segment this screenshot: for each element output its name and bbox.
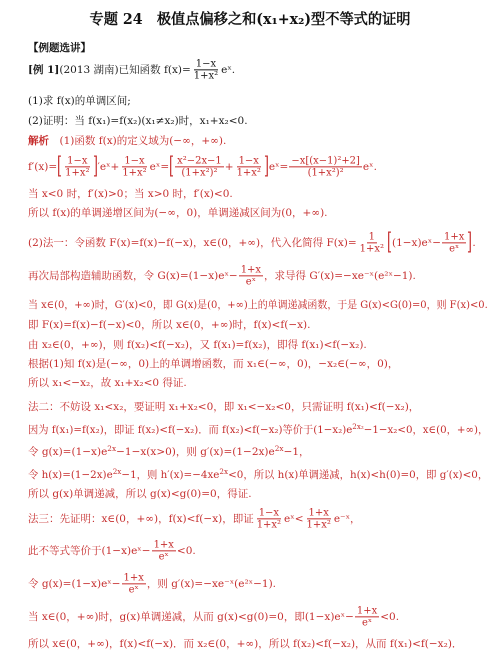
denominator: 1+x² — [306, 519, 331, 531]
numerator: 1+x — [123, 572, 144, 584]
text-run: (2013 湖南)已知函数 f(x)= — [59, 64, 191, 76]
big-bracket: [ — [169, 153, 175, 180]
text-run: <0，所以 h(x)单调递减，h(x)<h(0)=0，即 g′(x)<0， — [228, 469, 489, 482]
solution-line — [28, 207, 328, 221]
solution-line — [28, 319, 311, 333]
text-run: 此不等式等价于(1−x)eˣ− — [28, 545, 151, 557]
fraction — [442, 231, 466, 254]
text-run: eˣ= — [149, 161, 170, 173]
document-title: 专题 24 极值点偏移之和(x₁+x₂)型不等式的证明 — [89, 11, 411, 28]
text-run: −1−x(x>0)，则 g′(x)=(1−2x)e — [116, 446, 275, 459]
text-run: ′eˣ+ — [97, 161, 120, 173]
fraction — [120, 155, 148, 178]
big-bracket: [ — [387, 229, 392, 256]
solution-line — [28, 605, 399, 628]
numerator: −x[(x−1)²+2] — [291, 155, 360, 167]
text-run: (1)函数 f(x)的定义域为(−∞，+∞). — [49, 135, 227, 148]
solution-line — [28, 572, 276, 595]
denominator: 1+x² — [122, 167, 147, 179]
numerator: 1−x — [67, 155, 88, 167]
numerator: 1+x — [308, 507, 329, 519]
numerator: 1+x — [444, 231, 465, 243]
text-run: 因为 f(x₁)=f(x₂)，即证 f(x₂)<f(−x₂)．而 f(x₂)<f(−x₂)等价于(1−x₂)e — [28, 424, 353, 437]
denominator: (1+x²)² — [181, 167, 218, 179]
denominator: eˣ — [449, 243, 460, 255]
text-run: . — [472, 237, 476, 249]
exponent: 2x — [112, 467, 122, 477]
solution-line — [28, 401, 419, 415]
fraction — [305, 507, 333, 530]
bold-label: [例 1] — [28, 64, 60, 76]
solution-line — [28, 155, 377, 178]
numerator: 1−x — [258, 507, 280, 519]
exponent: 2x — [107, 444, 117, 454]
numerator: 1+x — [240, 264, 262, 276]
denominator: 1+x² — [236, 167, 261, 179]
fraction — [289, 155, 362, 178]
fraction — [358, 231, 386, 254]
text-run: + — [224, 161, 234, 173]
fraction — [63, 155, 91, 178]
denominator: eˣ — [158, 551, 169, 563]
text-run: <0. — [380, 611, 400, 623]
fraction — [192, 58, 220, 81]
numerator: 1−x — [238, 155, 259, 167]
fraction — [255, 507, 283, 530]
fraction — [175, 155, 224, 178]
denominator: (1+x²)² — [307, 167, 344, 179]
exponent: 2x — [219, 467, 229, 477]
question-line — [28, 95, 131, 109]
exponent: 2x — [274, 444, 284, 454]
fraction — [152, 539, 176, 562]
big-bracket: ] — [263, 153, 269, 180]
text-run: (2)证明：当 f(x₁)=f(x₂)(x₁≠x₂)时，x₁+x₂<0. — [28, 115, 248, 128]
exponent: 2x₂ — [352, 422, 364, 432]
denominator: 1+x² — [65, 167, 90, 179]
text-run: 当 x∈(0，+∞)时，G′(x)<0，即 G(x)是(0，+∞)上的单调递减函数，于是 G(x)<G(0)=0，则 F(x)<0. — [28, 299, 488, 312]
text-run: 所以 x₁<−x₂，故 x₁+x₂<0 得证. — [28, 377, 187, 390]
numerator: 1 — [368, 231, 375, 243]
denominator: 1+x² — [359, 243, 384, 255]
solution-line — [28, 507, 361, 530]
text-run: eˣ= — [268, 161, 289, 173]
solution-line — [28, 377, 187, 391]
text-run: 所以 f(x)的单调递增区间为(−∞，0)，单调递减区间为(0，+∞). — [28, 207, 328, 220]
solution-line — [28, 469, 488, 483]
text-run: 所以 x∈(0，+∞)，f(x)<f(−x)．而 x₂∈(0，+∞)，所以 f(x₂)<f(−x₂)，从而 f(x₁)<f(−x₂)． — [28, 638, 463, 651]
text-run: e⁻ˣ， — [333, 513, 361, 525]
big-bracket: [ — [57, 153, 63, 180]
text-run: ，则 g′(x)=−xe⁻ˣ(e²ˣ−1). — [146, 578, 277, 590]
question-line — [28, 58, 235, 81]
text-run: 即 F(x)=f(x)−f(−x)<0，所以 x∈(0，+∞)时，f(x)<f(−x). — [28, 319, 311, 332]
numerator: 1−x — [195, 58, 217, 70]
solution-line — [28, 299, 488, 313]
solution-line — [28, 339, 367, 353]
numerator: 1−x — [124, 155, 145, 167]
fraction — [239, 264, 263, 287]
text-run: eˣ< — [284, 513, 304, 525]
text-run: 由 x₂∈(0，+∞)，则 f(x₂)<f(−x₂)，又 f(x₁)=f(x₂)，即得 f(x₁)<f(−x₂). — [28, 339, 367, 352]
text-run: eˣ. — [221, 64, 236, 76]
fraction — [235, 155, 263, 178]
text-run: −1−x₂<0，x∈(0，+∞)， — [363, 424, 489, 437]
solution-line — [28, 488, 252, 502]
text-run: f′(x)= — [28, 161, 58, 173]
text-run: 根据(1)知 f(x)是(−∞，0)上的单调增函数，而 x₁∈(−∞，0)，−x₂∈(−∞，0)， — [28, 358, 399, 371]
text-run: 令 g(x)=(1−x)e — [28, 446, 108, 459]
fraction — [122, 572, 146, 595]
text-run: <0. — [176, 545, 196, 557]
text-run: (1)求 f(x)的单调区间; — [28, 95, 131, 108]
solution-line — [28, 446, 310, 460]
solution-line — [28, 358, 398, 372]
text-run: −1，则 h′(x)=−4xe — [121, 469, 220, 482]
solution-line — [28, 539, 196, 562]
text-run: (2)法一：令函数 F(x)=f(x)−f(−x)，x∈(0，+∞)，代入化简得 F(x)= — [28, 237, 357, 249]
text-run: −1， — [283, 446, 310, 459]
bold-label: 解析 — [28, 135, 49, 148]
text-run: ，求导得 G′(x)=−xe⁻ˣ(e²ˣ−1). — [264, 270, 416, 282]
solution-line — [28, 424, 488, 438]
section-heading: 【例题选讲】 — [28, 42, 91, 54]
solution-line — [28, 231, 476, 254]
question-line — [28, 115, 248, 129]
big-bracket: ] — [467, 229, 473, 256]
solution-line — [28, 188, 233, 202]
numerator: 1+x — [356, 605, 378, 617]
denominator: 1+x² — [256, 519, 282, 531]
denominator: eˣ — [128, 584, 139, 596]
solution-line — [28, 264, 416, 287]
text-run: 再次局部构造辅助函数，令 G(x)=(1−x)eˣ− — [28, 270, 238, 282]
big-bracket: ] — [92, 153, 98, 180]
text-run: 当 x<0 时，f′(x)>0；当 x>0 时，f′(x)<0. — [28, 188, 233, 201]
text-run: (1−x)eˣ− — [391, 237, 442, 249]
text-run: 所以 g(x)单调递减，所以 g(x)<g(0)=0，得证. — [28, 488, 252, 501]
text-run: 法三：先证明：x∈(0，+∞)，f(x)<f(−x)，即证 — [28, 513, 254, 525]
numerator: x²−2x−1 — [177, 155, 222, 167]
fraction — [355, 605, 379, 628]
text-run: 法二：不妨设 x₁<x₂，要证明 x₁+x₂<0，即 x₁<−x₂<0，只需证明 f(x₁)<f(−x₂)， — [28, 401, 420, 414]
numerator: 1+x — [153, 539, 174, 551]
denominator: eˣ — [361, 617, 373, 629]
solution-line — [28, 638, 462, 652]
solution-line — [28, 135, 226, 149]
denominator: 1+x² — [193, 70, 219, 82]
text-run: 当 x∈(0，+∞)时，g(x)单调递减，从而 g(x)<g(0)=0，即(1−x)eˣ− — [28, 611, 354, 623]
text-run: 令 g(x)=(1−x)eˣ− — [28, 578, 121, 590]
text-run: eˣ. — [362, 161, 377, 173]
denominator: eˣ — [245, 276, 256, 288]
text-run: 令 h(x)=(1−2x)e — [28, 469, 113, 482]
